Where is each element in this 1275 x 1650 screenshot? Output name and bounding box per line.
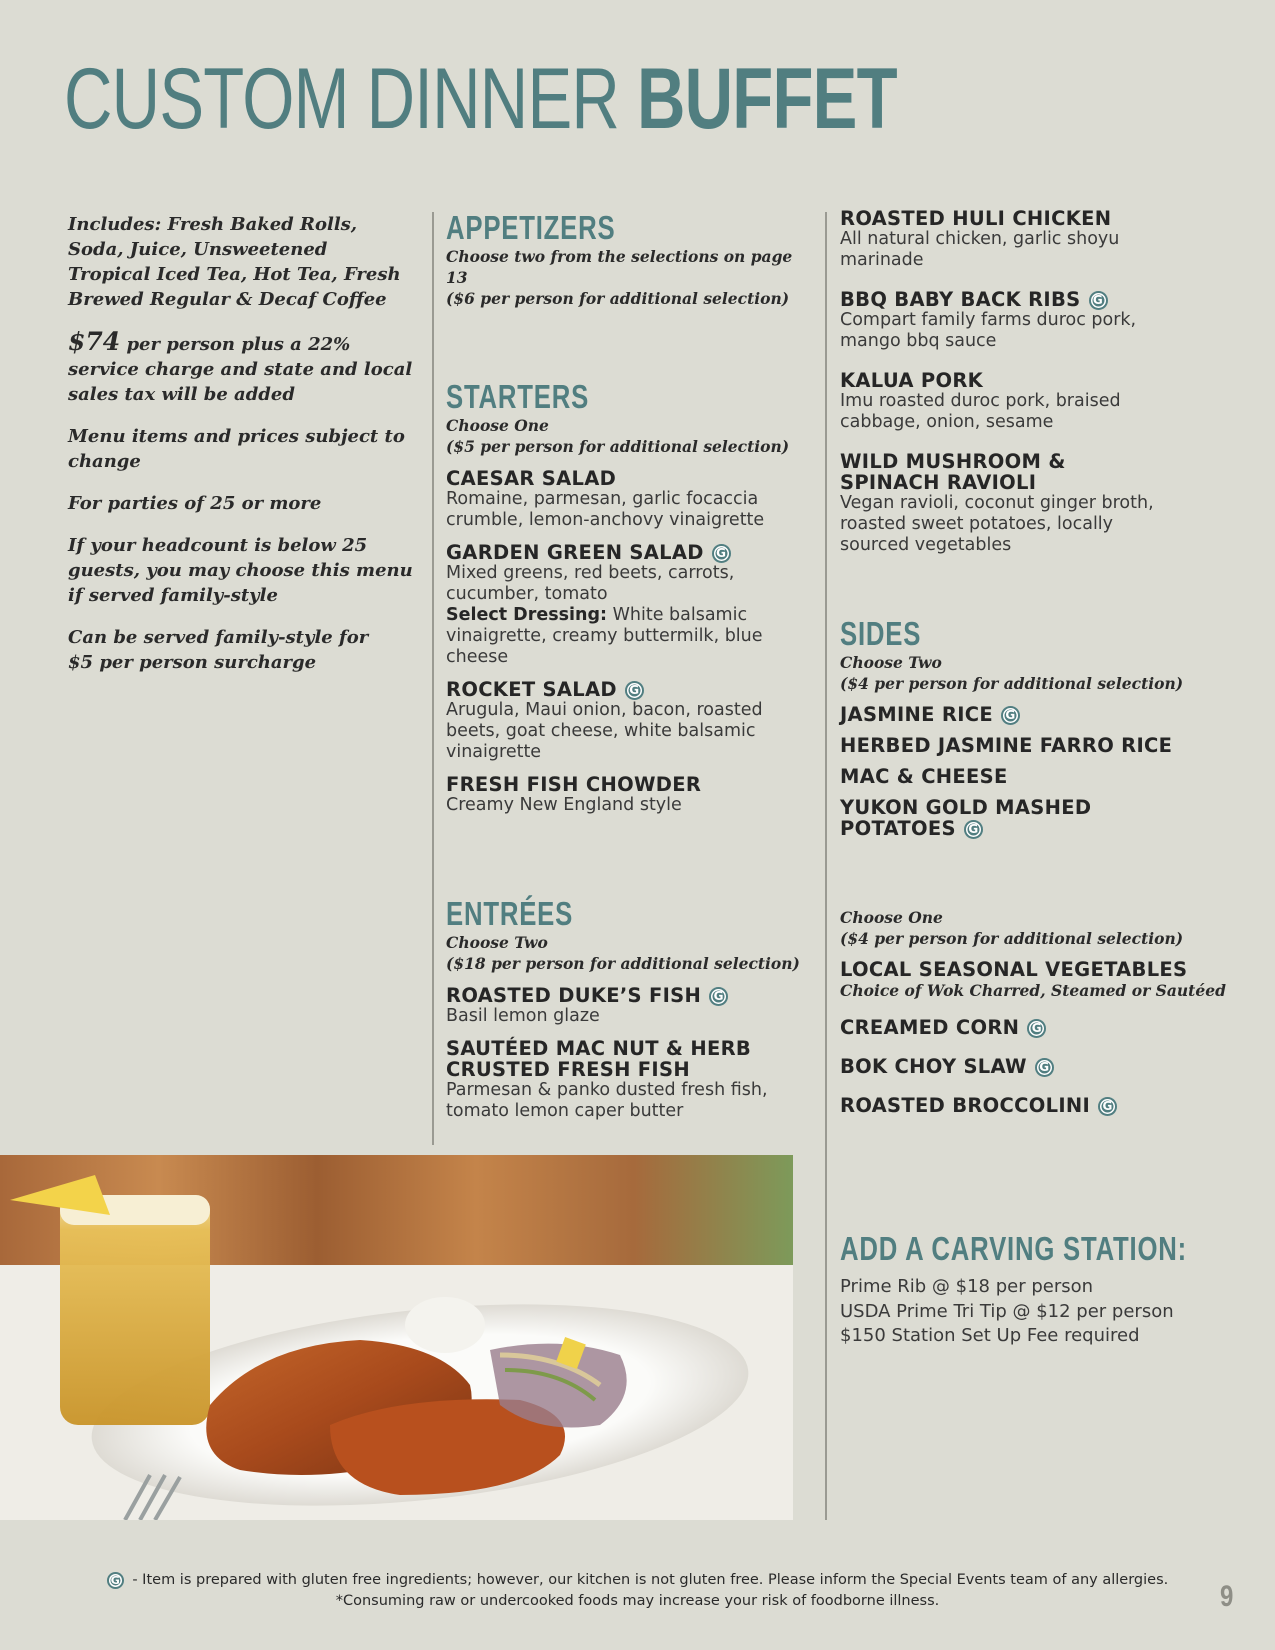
gluten-free-disclaimer: G - Item is prepared with gluten free ingredients; however, our kitchen is not gluten free. Please inform the Special Events team of any allergies. — [0, 1570, 1275, 1591]
gluten-free-icon: G — [107, 1572, 124, 1589]
starters-heading: STARTERS — [446, 378, 590, 415]
vegetable-sides-section: Choose One ($4 per person for additional selection) LOCAL SEASONAL VEGETABLES Choice of Wok Charred, Steamed or Sautéed CREAMED CORN G BOK CHOY SLAW G ROASTED BROCCOLINI G — [840, 907, 1240, 1116]
appetizers-heading: APPETIZERS — [446, 209, 616, 246]
menu-item: KALUA PORK Imu roasted duroc pork, braised cabbage, onion, sesame — [840, 369, 1121, 432]
menu-item: WILD MUSHROOM & SPINACH RAVIOLI Vegan ravioli, coconut ginger broth, roasted sweet potatoes, locally sourced vegetables — [840, 450, 1154, 555]
bbq-ribs-and-beer-photo — [0, 1155, 793, 1520]
column-divider-1 — [432, 212, 434, 1145]
page-number: 9 — [1220, 1580, 1234, 1613]
side-item: YUKON GOLD MASHED POTATOES G — [840, 796, 1092, 840]
footer — [0, 1570, 1275, 1612]
carving-option: Prime Rib @ $18 per person — [840, 1276, 1094, 1297]
page-title: CUSTOM DINNER BUFFET — [64, 51, 897, 147]
column-divider-2 — [825, 212, 827, 1520]
side-item: LOCAL SEASONAL VEGETABLES Choice of Wok Charred, Steamed or Sautéed — [840, 958, 1226, 1000]
starters-section: STARTERS Choose One ($5 per person for additional selection) CAESAR SALAD Romaine, parmesan, garlic focaccia crumble, lemon-anchovy vinaigrette GARDEN GREEN SALAD G Mixed greens, red beets, carrots, cucumber, tomato Select Dressing: White balsamic vinaigrette, creamy buttermilk, blue cheese ROCKET SALAD G Arugula, Maui onion, bacon, roasted beets, goat cheese, white balsamic vinaigrette FRESH FISH CHOWDER Creamy New England style — [446, 379, 806, 816]
side-item: JASMINE RICE G — [840, 704, 1240, 725]
includes-text: Includes: Fresh Baked Rolls, Soda, Juice, Unsweetened Tropical Iced Tea, Hot Tea, Fresh Brewed Regular & Decaf Coffee — [68, 214, 401, 310]
entrees-heading: ENTRÉES — [446, 895, 574, 932]
raw-food-disclaimer: *Consuming raw or undercooked foods may increase your risk of foodborne illness. — [335, 1593, 940, 1609]
family-style-text: Can be served family-style for $5 per person surcharge — [68, 627, 369, 673]
gluten-free-icon: G — [709, 987, 728, 1006]
photo-illustration — [0, 1155, 793, 1520]
appetizers-section: APPETIZERS Choose two from the selections on page 13 ($6 per person for additional selection) — [446, 209, 793, 308]
headcount-text: If your headcount is below 25 guests, you may choose this menu if served family-style — [68, 535, 413, 606]
side-item: MAC & CHEESE — [840, 765, 1008, 788]
gluten-free-icon: G — [1089, 291, 1108, 310]
carving-station-section — [840, 1231, 1240, 1349]
menu-item: CAESAR SALAD Romaine, parmesan, garlic focaccia crumble, lemon-anchovy vinaigrette — [446, 467, 765, 530]
menu-item: FRESH FISH CHOWDER Creamy New England style — [446, 773, 702, 815]
subject-to-change-text: Menu items and prices subject to change — [68, 426, 405, 472]
side-item: ROASTED BROCCOLINI G — [840, 1095, 1240, 1116]
gluten-free-icon: G — [712, 544, 731, 563]
sides-section: SIDES Choose Two ($4 per person for additional selection) JASMINE RICE G HERBED JASMINE FARRO RICE MAC & CHEESE YUKON GOLD MASHED POTATOES G — [840, 616, 1240, 839]
gluten-free-icon: G — [1098, 1097, 1117, 1116]
price-text: $74 per person plus a 22% service charge and state and local sales tax will be added — [68, 327, 413, 405]
menu-item: ROASTED HULI CHICKEN All natural chicken, garlic shoyu marinade — [840, 207, 1120, 270]
menu-item: ROASTED DUKE’S FISH G Basil lemon glaze — [446, 985, 806, 1027]
party-size-text: For parties of 25 or more — [68, 493, 322, 514]
side-item: BOK CHOY SLAW G — [840, 1056, 1240, 1077]
gluten-free-icon: G — [964, 820, 983, 839]
entrees-section: ENTRÉES Choose Two ($18 per person for additional selection) ROASTED DUKE’S FISH G Basil lemon glaze SAUTÉED MAC NUT & HERB CRUSTED FRESH FISH Parmesan & panko dusted fresh fish, tomato lemon caper butter — [446, 896, 806, 1122]
carving-option: $150 Station Set Up Fee required — [840, 1325, 1140, 1346]
side-item: HERBED JASMINE FARRO RICE — [840, 734, 1173, 757]
right-column — [840, 208, 1240, 1349]
gluten-free-icon: G — [1001, 706, 1020, 725]
menu-item: BBQ BABY BACK RIBS G Compart family farms duroc pork, mango bbq sauce — [840, 288, 1137, 351]
middle-column — [446, 210, 806, 1122]
gluten-free-icon: G — [1027, 1019, 1046, 1038]
menu-item: ROCKET SALAD G Arugula, Maui onion, bacon, roasted beets, goat cheese, white balsamic vinaigrette — [446, 678, 763, 762]
menu-item: GARDEN GREEN SALAD G Mixed greens, red beets, carrots, cucumber, tomato Select Dressing: White balsamic vinaigrette, creamy buttermilk, blue cheese — [446, 541, 763, 667]
menu-item: SAUTÉED MAC NUT & HERB CRUSTED FRESH FISH Parmesan & panko dusted fresh fish, tomato lemon caper butter — [446, 1037, 768, 1121]
gluten-free-icon: G — [625, 681, 644, 700]
side-item: CREAMED CORN G — [840, 1017, 1240, 1038]
sides-heading: SIDES — [840, 615, 922, 652]
carving-station-heading: ADD A CARVING STATION: — [840, 1230, 1188, 1267]
carving-option: USDA Prime Tri Tip @ $12 per person — [840, 1300, 1174, 1322]
gluten-free-icon: G — [1035, 1058, 1054, 1077]
intro-column — [68, 212, 413, 692]
